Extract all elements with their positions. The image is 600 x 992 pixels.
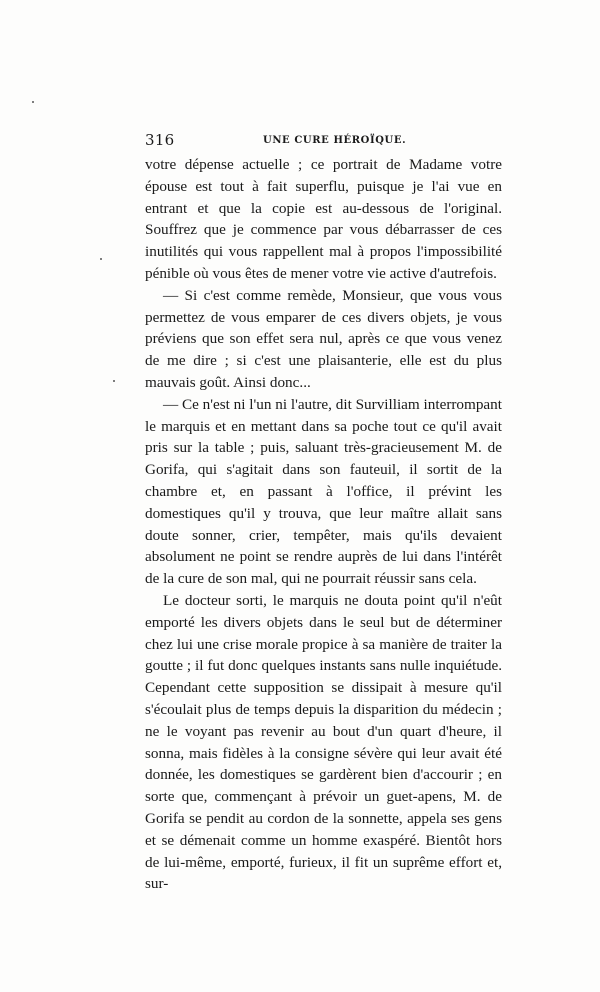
paragraph-marquis-reply: — Si c'est comme remède, Monsieur, que vous vous permettez de vous emparer de ces divers objets, je vous préviens que son effet sera nul, après ce que vous venez de me dire ; si c'est une plaisanterie, elle est du plus mauvais goût. Ainsi donc... — [145, 286, 502, 391]
paragraph-survilliam: — Ce n'est ni l'un ni l'autre, dit Survilliam interrompant le marquis et en mettant dans sa poche tout ce qu'il avait pris sur la table ; puis, saluant très-gracieusement M. de Gorifa, qui s'agitait dans son fauteuil, il sortit de la chambre et, en passant à l'office, il prévint les domestiques qu'il y trouva, que leur maître allait sans doute sonner, crier, tempêter, mais qu'ils devaient absolument ne point se rendre auprès de lui dans l'intérêt de la cure de son mal, qui ne pourrait réussir sans cela. — [145, 395, 502, 588]
running-head: UNE CURE HÉROÏQUE. — [263, 135, 407, 146]
paragraph-docteur-sorti: Le docteur sorti, le marquis ne douta point qu'il n'eût emporté les divers objets dans le seul but de déterminer chez lui une crise morale propice à sa manière de traiter la goutte ; il fut donc quelques instants sans nulle inquiétude. Cependant cette supposition se dissipait à mesure qu'il s'écoulait plus de temps depuis la disparition du médecin ; ne le voyant pas revenir au bout d'un quart d'heure, il sonna, mais fidèles à la consigne sévère qui leur avait été donnée, les domestiques se gardèrent bien d'accourir ; en sorte que, commençant à prévoir un guet-apens, M. de Gorifa se pendit au cordon de la sonnette, appela ses gens et se démenait comme un homme exaspéré. Bientôt hors de lui-même, emporté, furieux, il fit un suprême effort et, sur- — [145, 591, 502, 893]
page-header — [145, 131, 500, 153]
body-text — [145, 154, 502, 895]
paragraph-continuation: votre dépense actuelle ; ce portrait de Madame votre épouse est tout à fait superflu, puisque je l'ai vue en entrant et que la copie est au-dessous de l'original. Souffrez que je commence par vous débarrasser de ces inutilités qui vous rappellent mal à propos l'impossibilité pénible où vous êtes de mener votre vie active d'autrefois. — [145, 156, 502, 282]
page-number: 316 — [145, 131, 175, 149]
